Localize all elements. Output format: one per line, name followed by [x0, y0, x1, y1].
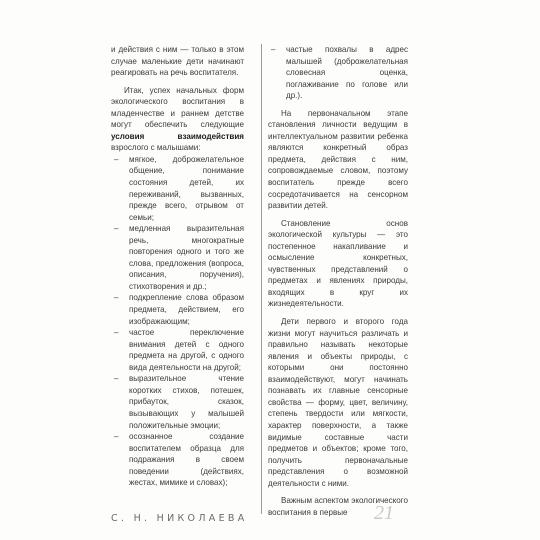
list-item: – частые похвалы в адрес малышей (доброжелательная словесная оценка, поглаживание по голове или др.). [268, 44, 408, 102]
left-paragraph-2-end: взрослого с малышами: [111, 143, 201, 153]
right-paragraph-1: На первоначальном этапе становления личности ведущим в интеллектуальном развитии ребенка являются конкретный образ предмета, действия с ним, сопровождаемые словом, поэтому воспитатель прежде всего сосредотачивается на сенсорном развитии детей. [268, 108, 408, 211]
left-paragraph-2-start: Итак, успех начальных форм экологического воспитания в младенчестве и раннем детстве могут обеспечить следующие [111, 85, 244, 130]
right-column [268, 44, 408, 518]
left-paragraph-2 [111, 85, 244, 154]
list-item: – осознанное создание воспитателем образца для подражания в своем поведении (действиях, жестах, мимике и словах); [111, 431, 244, 489]
list-item: – частое переключение внимания детей с одного предмета на другой, с одного вида деятельности на другой; [111, 327, 244, 373]
continued-list [268, 44, 408, 102]
left-paragraph-1: и действия с ним — только в этом случае маленькие дети начинают реагировать на речь воспитателя. [111, 45, 244, 78]
list-item: – медленная выразительная речь, многократные повторения одного и того же слова, предложения (вопроса, описания, поручения), стихотворения и др.; [111, 223, 244, 292]
right-paragraph-4: Важным аспектом экологического воспитания в первые [268, 496, 408, 517]
column-divider [261, 44, 262, 514]
conditions-list [111, 154, 244, 489]
right-paragraph-3: Дети первого и второго года жизни могут научиться различать и правильно называть некоторые явления и объекты природы, с которыми они постоянно взаимодействуют, могут начинать познавать их главные сенсорные свойства — форму, цвет, величину, степень твердости или мягкости, характер поверхности, а также видимые составные части предметов и объектов; кроме того, получить первоначальные представления о возможной деятельности с ними. [268, 317, 408, 488]
footer-author: С. Н. НИКОЛАЕВА [111, 513, 248, 524]
list-item: – подкрепление слова образом предмета, действием, его изображающим; [111, 292, 244, 327]
right-paragraph-2: Становление основ экологической культуры — это постепенное накапливание и осмысление конкретных, чувственных представлений о предметах и явлениях природы, входящих в круг их жизнедеятельности. [268, 218, 408, 309]
page-number: 21 [374, 502, 394, 524]
list-item: – выразительное чтение коротких стихов, потешек, прибауток, сказок, вызывающих у малышей положительные эмоции; [111, 373, 244, 431]
list-item: – мягкое, доброжелательное общение, понимание состояния детей, их переживаний, вызванных, прежде всего, отрывом от семьи; [111, 154, 244, 223]
left-column [111, 44, 244, 489]
interaction-conditions-bold: условия взаимодействия [111, 131, 244, 141]
